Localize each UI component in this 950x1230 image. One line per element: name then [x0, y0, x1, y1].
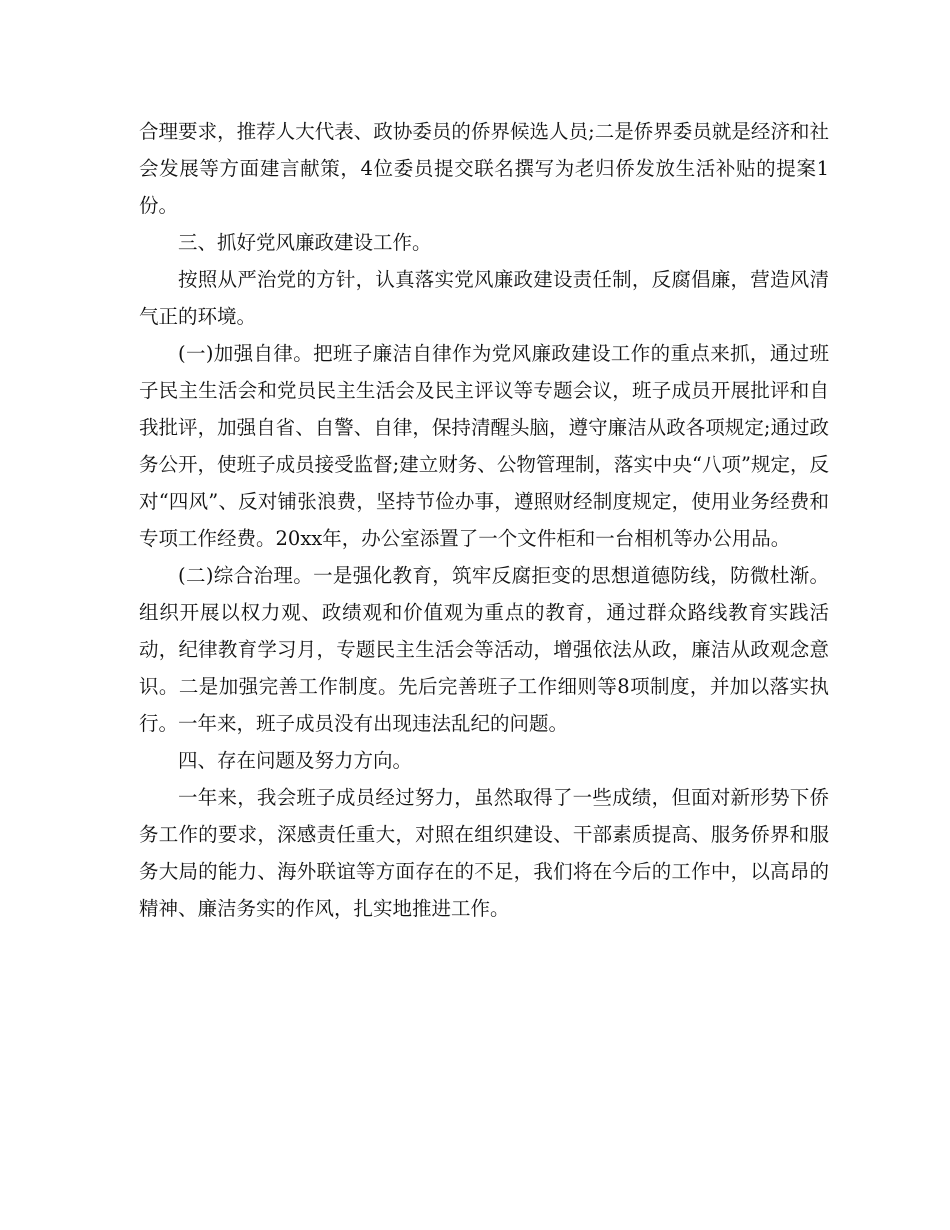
paragraph-comprehensive-governance: (二)综合治理。一是强化教育，筑牢反腐拒变的思想道德防线，防微杜渐。组织开展以权力观、政绩观和价值观为重点的教育，通过群众路线教育实践活动，纪律教育学习月，专题民主生活会等活动，增强依法从政，廉洁从政观念意识。二是加强完善工作制度。先后完善班子工作细则等8项制度，并加以落实执行。一年来，班子成员没有出现违法乱纪的问题。 [139, 564, 829, 735]
paragraph-party-conduct-intro: 按照从严治党的方针，认真落实党风廉政建设责任制，反腐倡廉，营造风清气正的环境。 [139, 268, 829, 328]
paragraph-problems-direction: 一年来，我会班子成员经过努力，虽然取得了一些成绩，但面对新形势下侨务工作的要求，深感责任重大，对照在组织建设、干部素质提高、服务侨界和服务大局的能力、海外联谊等方面存在的不足，我们将在今后的工作中，以高昂的精神、廉洁务实的作风，扎实地推进工作。 [139, 786, 829, 920]
section-heading-problems-direction: 四、存在问题及努力方向。 [178, 749, 413, 772]
section-heading-party-conduct: 三、抓好党风廉政建设工作。 [178, 231, 432, 254]
paragraph-self-discipline: (一)加强自律。把班子廉洁自律作为党风廉政建设工作的重点来抓，通过班子民主生活会和党员民主生活会及民主评议等专题会议，班子成员开展批评和自我批评，加强自省、自警、自律，保持清醒头脑，遵守廉洁从政各项规定;通过政务公开，使班子成员接受监督;建立财务、公物管理制，落实中央“八项”规定，反对“四风”、反对铺张浪费，坚持节俭办事，遵照财经制度规定，使用业务经费和专项工作经费。20xx年，办公室添置了一个文件柜和一台相机等办公用品。 [139, 342, 829, 550]
document-body [139, 113, 829, 927]
paragraph-continuation: 合理要求，推荐人大代表、政协委员的侨界候选人员;二是侨界委员就是经济和社会发展等方面建言献策，4位委员提交联名撰写为老归侨发放生活补贴的提案1份。 [139, 120, 829, 217]
